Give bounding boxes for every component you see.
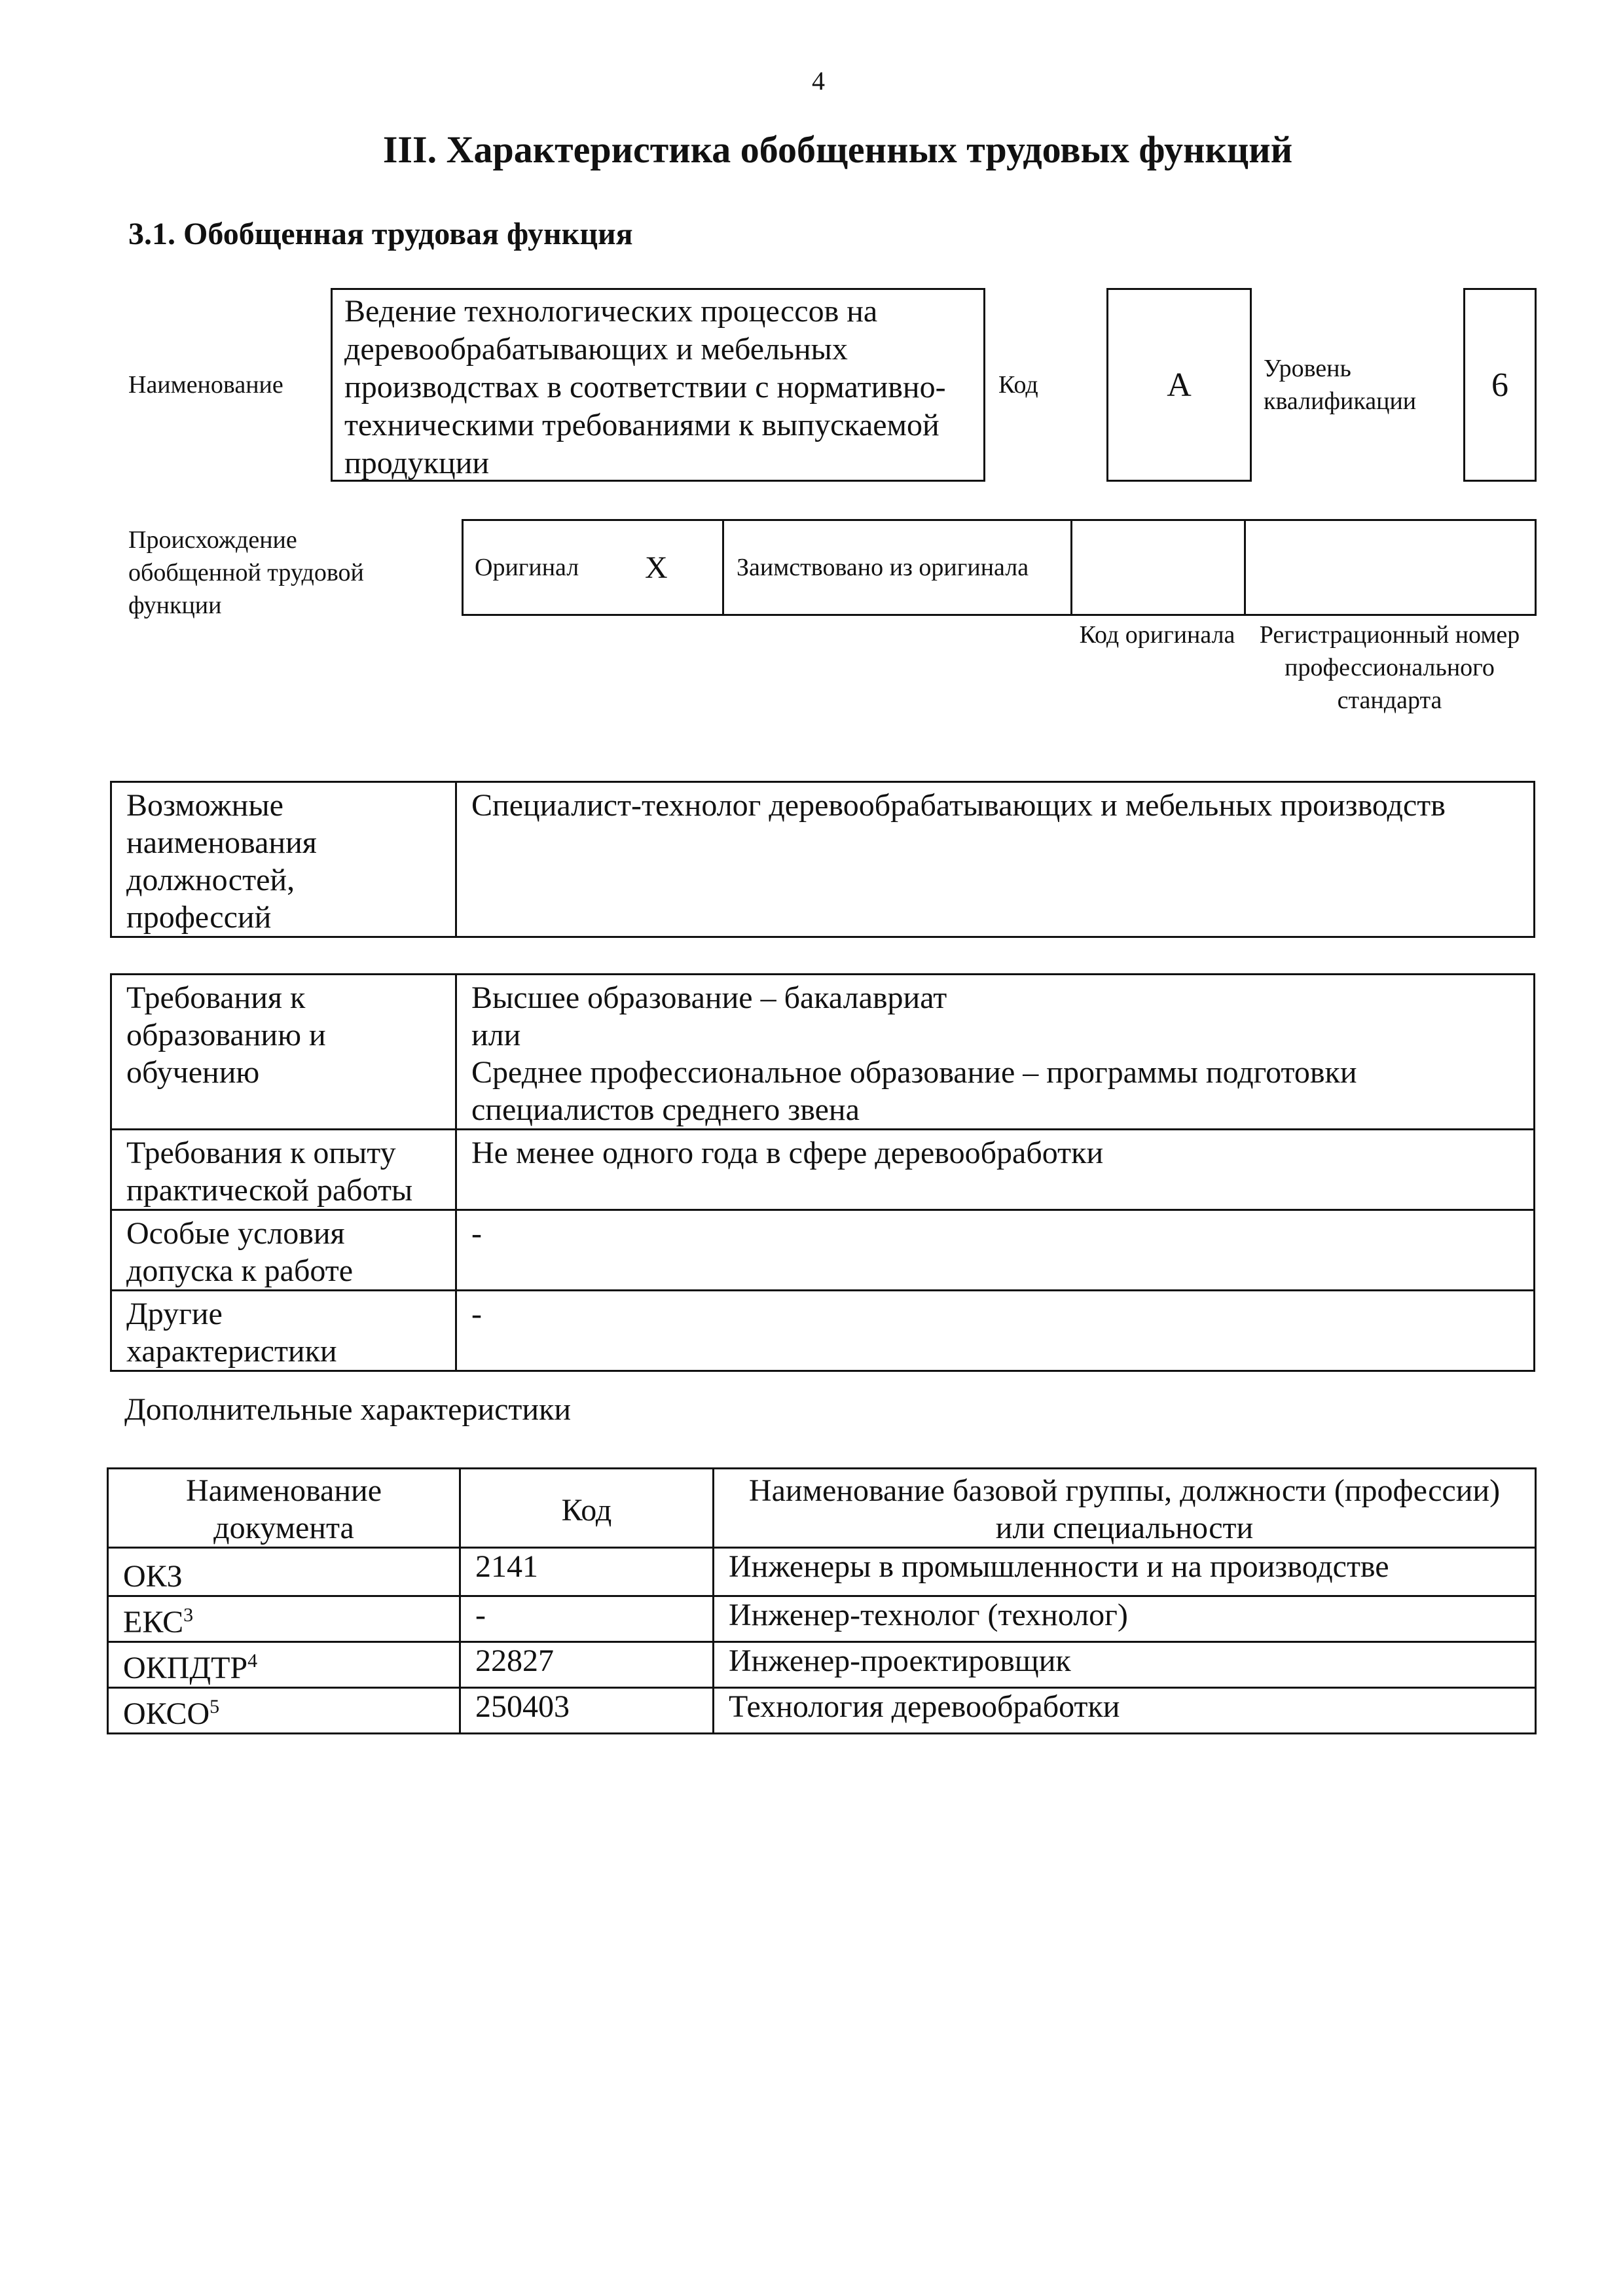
- req-line: или: [471, 1018, 521, 1052]
- additional-table: [107, 1467, 1537, 1734]
- positions-table: [110, 781, 1535, 938]
- req-value: [456, 1210, 1535, 1291]
- row-doc: ОКЗ: [108, 1548, 460, 1596]
- otf-name-value: Ведение технологических процессов на деревообрабатывающих и мебельных производствах в соответствии с нормативно-техническими требованиями к выпускаемой продукции: [344, 294, 946, 480]
- section-title: III. Характеристика обобщенных трудовых функций: [382, 128, 1293, 171]
- row-code: -: [460, 1596, 714, 1642]
- additional-header-row: [108, 1469, 1536, 1548]
- origin-divider-2: [1070, 519, 1072, 616]
- row-doc: ОКСО$^5$: [108, 1688, 460, 1734]
- origin-code-caption: Код оригинала: [1079, 621, 1235, 649]
- req-label: Другие характеристики: [111, 1291, 456, 1371]
- positions-row: [111, 782, 1535, 937]
- row-name: Технология деревообработки: [714, 1688, 1536, 1734]
- req-row-education: [111, 975, 1535, 1130]
- row-name: Инженеры в промышленности и на производстве: [714, 1548, 1536, 1596]
- otf-level-value: 6: [1491, 366, 1508, 404]
- otf-level-label: Уровень квалификации: [1264, 355, 1417, 415]
- row-doc: ОКПДТР$^4$: [108, 1642, 460, 1688]
- origin-original-mark: X: [645, 550, 668, 585]
- row-code: 250403: [460, 1688, 714, 1734]
- positions-value: Специалист-технолог деревообрабатывающих и мебельных производств: [456, 782, 1535, 937]
- additional-title: Дополнительные характеристики: [124, 1392, 572, 1427]
- otf-level-box: [1463, 288, 1537, 482]
- otf-name-box: [331, 288, 985, 482]
- positions-label: Возможные наименования должностей, профессий: [111, 782, 456, 937]
- row-doc: ЕКС$^3$: [108, 1596, 460, 1642]
- req-row-conditions: [111, 1210, 1535, 1291]
- requirements-table: [110, 973, 1535, 1372]
- origin-borrowed-label: Заимствовано из оригинала: [737, 554, 1029, 581]
- req-line: -: [471, 1216, 482, 1251]
- origin-original-label: Оригинал: [475, 554, 579, 581]
- row-name: Инженер-проектировщик: [714, 1642, 1536, 1688]
- header-doc: Наименование документа: [108, 1469, 460, 1548]
- req-label: Требования к опыту практической работы: [111, 1130, 456, 1210]
- otf-code-label: Код: [998, 371, 1038, 399]
- additional-row: [108, 1688, 1536, 1734]
- header-name: Наименование базовой группы, должности (профессии) или специальности: [714, 1469, 1536, 1548]
- req-line: -: [471, 1297, 482, 1331]
- req-value: [456, 1130, 1535, 1210]
- additional-row: [108, 1642, 1536, 1688]
- row-name: Инженер-технолог (технолог): [714, 1596, 1536, 1642]
- subsection-title: 3.1. Обобщенная трудовая функция: [128, 217, 633, 251]
- otf-code-value: A: [1167, 366, 1192, 404]
- req-line: Среднее профессиональное образование – программы подготовки специалистов среднего звена: [471, 1055, 1357, 1127]
- req-label: Особые условия допуска к работе: [111, 1210, 456, 1291]
- origin-label: Происхождение обобщенной трудовой функции: [128, 526, 364, 619]
- additional-row: [108, 1596, 1536, 1642]
- otf-name-label: Наименование: [128, 371, 283, 399]
- req-row-other: [111, 1291, 1535, 1371]
- req-line: Высшее образование – бакалавриат: [471, 980, 947, 1015]
- origin-divider-3: [1244, 519, 1246, 616]
- header-code: Код: [460, 1469, 714, 1548]
- req-line: Не менее одного года в сфере деревообработки: [471, 1136, 1104, 1170]
- row-code: 2141: [460, 1548, 714, 1596]
- row-code: 22827: [460, 1642, 714, 1688]
- req-label: Требования к образованию и обучению: [111, 975, 456, 1130]
- req-value: [456, 975, 1535, 1130]
- req-row-experience: [111, 1130, 1535, 1210]
- otf-code-box: [1106, 288, 1252, 482]
- additional-row: [108, 1548, 1536, 1596]
- req-value: [456, 1291, 1535, 1371]
- page-number: 4: [812, 66, 825, 96]
- origin-reg-caption: Регистрационный номер профессионального стандарта: [1259, 621, 1520, 714]
- origin-divider-1: [722, 519, 724, 616]
